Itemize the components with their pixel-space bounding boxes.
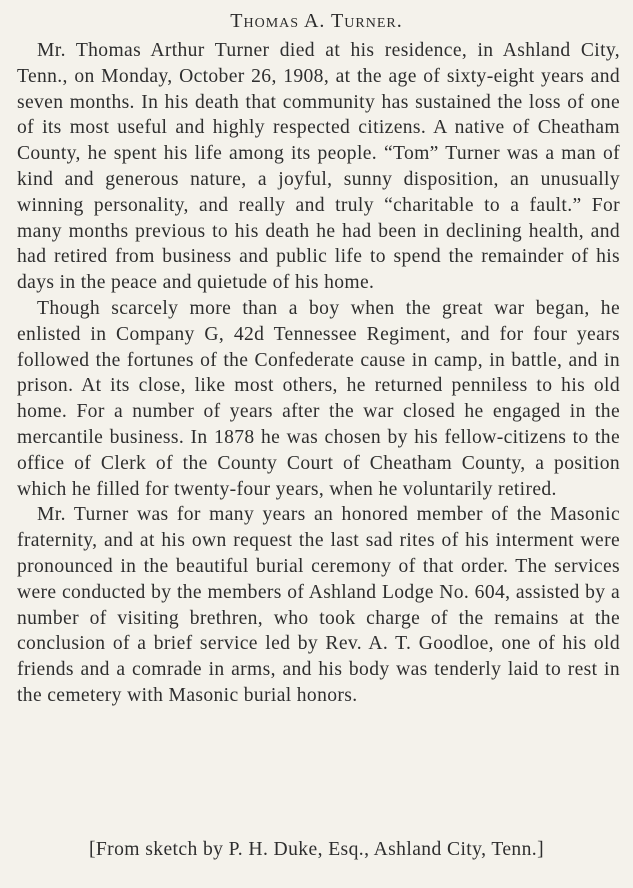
paragraph-masonic-burial: Mr. Turner was for many years an honored member of the Masonic fraternity, and at his own request the last sad rites of his interment were pronounced in the beautiful burial ceremony of that order. The services were conducted by the members of Ashland Lodge No. 604, assisted by a number of visiting brethren, who took charge of the remains at the conclusion of a brief service led by Rev. A. T. Goodloe, one of his old friends and a comrade in arms, and his body was tenderly laid to rest in the cemetery with Masonic burial honors. — [17, 504, 620, 706]
obituary-body — [17, 38, 620, 709]
obituary-title: Thomas A. Turner. — [230, 10, 403, 32]
source-attribution: [From sketch by P. H. Duke, Esq., Ashland City, Tenn.] — [88, 839, 545, 860]
paragraph-war-service: Though scarcely more than a boy when the great war began, he enlisted in Company G, 42d Tennessee Regiment, and for four years followed the fortunes of the Confederate cause in camp, in battle, and in prison. At its close, like most others, he returned penniless to his old home. For a number of years after the war closed he engaged in the mercantile business. In 1878 he was chosen by his fellow-citizens to the office of Clerk of the County Court of Cheatham County, a position which he filled for twenty-four years, when he voluntarily retired. — [17, 297, 620, 500]
paragraph-death-notice: Mr. Thomas Arthur Turner died at his residence, in Ashland City, Tenn., on Monday, October 26, 1908, at the age of sixty-eight years and seven months. In his death that community has sustained the loss of one of its most useful and highly respected citizens. A native of Cheatham County, he spent his life among its people. “Tom” Turner was a man of kind and generous nature, a joyful, sunny disposition, an unusually winning personality, and really and truly “charitable to a fault.” For many months previous to his death he had been in declining health, and had retired from business and public life to spend the remainder of his days in the peace and quietude of his home. — [17, 40, 620, 294]
